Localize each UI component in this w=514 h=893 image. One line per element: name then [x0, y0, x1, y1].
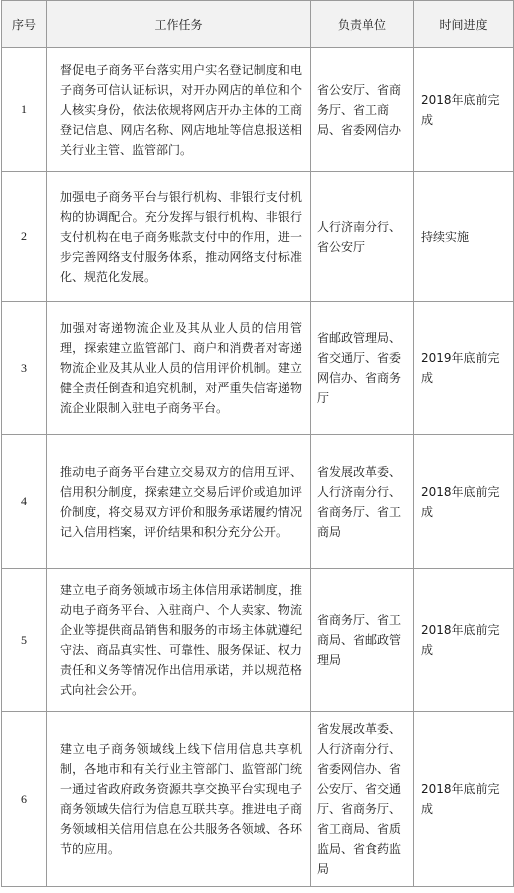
- table-row: [2, 302, 514, 435]
- row-dept: 省邮政管理局、省交通厅、省委网信办、省商务厅: [311, 302, 414, 435]
- table-row: [2, 48, 514, 172]
- row-task: 建立电子商务领域线上线下信用信息共享机制，各地市和有关行业主管部门、监管部门统一通过省政府政务资源共享交换平台实现电子商务领域失信行为信息互联共享。推进电子商务领域相关信用信息在公共服务各领域、各环节的应用。: [47, 712, 311, 887]
- row-task: 加强对寄递物流企业及其从业人员的信用管理，探索建立监管部门、商户和消费者对寄递物流企业及其从业人员的信用评价机制。建立健全责任倒查和追究机制，对严重失信寄递物流企业限制入驻电子商务平台。: [47, 302, 311, 435]
- row-time: 2019年底前完成: [414, 302, 514, 435]
- row-number: 1: [2, 48, 47, 172]
- row-number: 5: [2, 569, 47, 712]
- header-num: 序号: [2, 1, 47, 48]
- row-number: 3: [2, 302, 47, 435]
- header-task: 工作任务: [47, 1, 311, 48]
- row-dept: 省发展改革委、人行济南分行、省商务厅、省工商局: [311, 435, 414, 569]
- table-row: [2, 569, 514, 712]
- row-dept: 省公安厅、省商务厅、省工商局、省委网信办: [311, 48, 414, 172]
- task-table: [1, 0, 514, 887]
- row-number: 2: [2, 172, 47, 302]
- row-task: 督促电子商务平台落实用户实名登记制度和电子商务可信认证标识，对开办网店的单位和个人核实身份，依法依规将网店开办主体的工商登记信息、网店名称、网店地址等信息报送相关行业主管、监管部门。: [47, 48, 311, 172]
- row-time: 2018年底前完成: [414, 569, 514, 712]
- row-dept: 人行济南分行、省公安厅: [311, 172, 414, 302]
- row-task: 加强电子商务平台与银行机构、非银行支付机构的协调配合。充分发挥与银行机构、非银行支付机构在电子商务账款支付中的作用，进一步完善网络支付服务体系，推动网络支付标准化、规范化发展。: [47, 172, 311, 302]
- row-number: 4: [2, 435, 47, 569]
- table-header-row: [2, 1, 514, 48]
- table-row: [2, 172, 514, 302]
- row-time: 2018年底前完成: [414, 48, 514, 172]
- row-task: 推动电子商务平台建立交易双方的信用互评、信用积分制度，探索建立交易后评价或追加评价制度，将交易双方评价和服务承诺履约情况记入信用档案，评价结果和积分充分公开。: [47, 435, 311, 569]
- row-time: 持续实施: [414, 172, 514, 302]
- header-dept: 负责单位: [311, 1, 414, 48]
- table-row: [2, 435, 514, 569]
- row-task: 建立电子商务领域市场主体信用承诺制度，推动电子商务平台、入驻商户、个人卖家、物流企业等提供商品销售和服务的市场主体就遵纪守法、商品真实性、可靠性、服务保证、权力责任和义务等情况作出信用承诺，并以规范格式向社会公开。: [47, 569, 311, 712]
- row-dept: 省发展改革委、人行济南分行、省委网信办、省公安厅、省交通厅、省商务厅、省工商局、省质监局、省食药监局: [311, 712, 414, 887]
- row-number: 6: [2, 712, 47, 887]
- header-time: 时间进度: [414, 1, 514, 48]
- row-time: 2018年底前完成: [414, 435, 514, 569]
- row-time: 2018年底前完成: [414, 712, 514, 887]
- table-row: [2, 712, 514, 887]
- row-dept: 省商务厅、省工商局、省邮政管理局: [311, 569, 414, 712]
